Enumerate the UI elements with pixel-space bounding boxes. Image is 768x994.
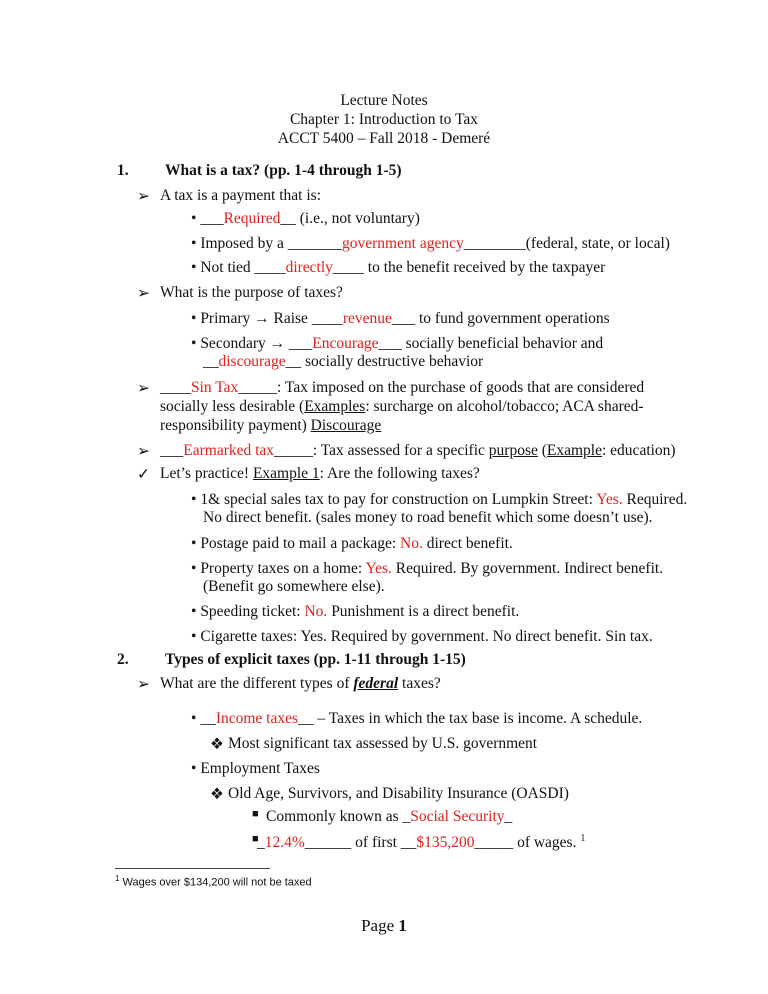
square-bullet-icon: ■ <box>252 808 259 820</box>
section-2-title: Types of explicit taxes (pp. 1-11 through 1-15) <box>165 651 466 668</box>
blank-fill: Income taxes <box>215 710 299 727</box>
footnote: $^1$ Wages over $134,200 will not be taxed <box>115 874 312 889</box>
list-item-continued: No direct benefit. (sales money to road benefit which some doesn’t use). <box>203 509 653 526</box>
sin-tax-line-2: socially less desirable (Examples: surcharge on alcohol/tobacco; ACA shared- <box>160 398 644 415</box>
list-item: • Postage paid to mail a package: No. direct benefit. <box>191 535 513 552</box>
blank-fill: Earmarked tax <box>183 442 275 459</box>
dot-bullet-icon: • <box>191 560 197 577</box>
list-item-continued: __discourage__ socially destructive behavior <box>203 353 484 370</box>
header-line-1: Lecture Notes <box>340 92 428 109</box>
dot-bullet-icon: • <box>191 535 197 552</box>
section-2-number: 2. <box>117 651 129 668</box>
list-item: • __Income taxes__ – Taxes in which the tax base is income. A schedule. <box>191 710 643 727</box>
dot-bullet-icon: • <box>191 710 197 727</box>
list-item: • Not tied ____directly____ to the benefit received by the taxpayer <box>191 259 606 276</box>
blank-fill: Required <box>223 210 281 227</box>
list-item: • Imposed by a _______government agency________(federal, state, or local) <box>191 235 670 252</box>
arrow-bullet-icon: ➢ <box>137 443 150 460</box>
section-1-title: What is a tax? (pp. 1-4 through 1-5) <box>165 162 402 179</box>
dot-bullet-icon: • <box>191 628 197 645</box>
header-line-3: ACCT 5400 – Fall 2018 - Demeré <box>277 130 491 147</box>
list-item: • Primary → Raise ____revenue___ to fund government operations <box>191 310 610 327</box>
practice-heading: Let’s practice! Example 1: Are the following taxes? <box>160 465 480 482</box>
dot-bullet-icon: • <box>191 491 197 508</box>
right-arrow-icon: → <box>269 335 286 352</box>
square-bullet-icon: ■ <box>252 833 259 845</box>
blank-fill: 12.4% <box>264 834 305 852</box>
blank-fill: Encourage <box>312 335 379 352</box>
dot-bullet-icon: • <box>191 335 197 352</box>
social-security-line: Commonly known as _Social Security_ <box>266 808 513 825</box>
types-question: What are the different types of federal taxes? <box>160 675 441 692</box>
section-1-number: 1. <box>117 162 129 179</box>
dot-bullet-icon: • <box>191 760 197 777</box>
blank-fill: government agency <box>341 235 464 252</box>
list-item: • ___Required__ (i.e., not voluntary) <box>191 210 420 227</box>
sin-tax-line-3: responsibility payment) Discourage <box>160 417 382 434</box>
dot-bullet-icon: • <box>191 310 197 327</box>
dot-bullet-icon: • <box>191 235 197 252</box>
list-item: • Cigarette taxes: Yes. Required by government. No direct benefit. Sin tax. <box>191 628 653 645</box>
sin-tax-line-1: ____Sin Tax_____: Tax imposed on the purchase of goods that are considered <box>160 379 645 396</box>
header-line-2: Chapter 1: Introduction to Tax <box>289 111 479 128</box>
list-item: • Property taxes on a home: Yes. Required. By government. Indirect benefit. <box>191 560 664 577</box>
oasdi-text: Old Age, Survivors, and Disability Insurance (OASDI) <box>228 785 569 802</box>
blank-fill: revenue <box>342 310 392 327</box>
blank-fill: discourage <box>218 353 286 370</box>
blank-fill: $135,200 <box>416 834 475 852</box>
blank-fill: directly <box>285 259 333 276</box>
rate-line: _12.4%______ of first __$135,200_____ of wages. $^1$ <box>257 833 586 852</box>
dot-bullet-icon: • <box>191 603 197 620</box>
dot-bullet-icon: • <box>191 259 197 276</box>
blank-fill: Sin Tax <box>191 379 239 396</box>
footnote-divider <box>115 868 270 869</box>
page-number: Page 1 <box>361 916 407 935</box>
earmarked-tax: ___Earmarked tax_____: Tax assessed for a specific purpose (Example: education) <box>160 442 676 459</box>
dot-bullet-icon: • <box>191 210 197 227</box>
footnote-ref[interactable]: 1 <box>580 833 586 844</box>
list-item: • Speeding ticket: No. Punishment is a direct benefit. <box>191 603 520 620</box>
list-item-continued: (Benefit go somewhere else). <box>203 578 385 595</box>
list-item: • Secondary → ___Encourage___ socially beneficial behavior and <box>191 335 604 352</box>
income-subpoint: Most significant tax assessed by U.S. government <box>228 735 538 752</box>
check-bullet-icon: ✓ <box>137 466 150 483</box>
arrow-bullet-icon: ➢ <box>137 285 150 302</box>
list-item: • Employment Taxes <box>191 760 320 777</box>
definition-text: A tax is a payment that is: <box>160 187 322 204</box>
purpose-question: What is the purpose of taxes? <box>160 284 343 301</box>
diamond-bullet-icon: ❖ <box>210 736 224 753</box>
blank-fill: Social Security <box>410 808 505 825</box>
diamond-bullet-icon: ❖ <box>210 786 224 803</box>
arrow-bullet-icon: ➢ <box>137 676 150 693</box>
list-item: • 1& special sales tax to pay for construction on Lumpkin Street: Yes. Required. <box>191 491 688 508</box>
right-arrow-icon: → <box>254 310 270 327</box>
arrow-bullet-icon: ➢ <box>137 380 150 397</box>
arrow-bullet-icon: ➢ <box>137 188 150 205</box>
